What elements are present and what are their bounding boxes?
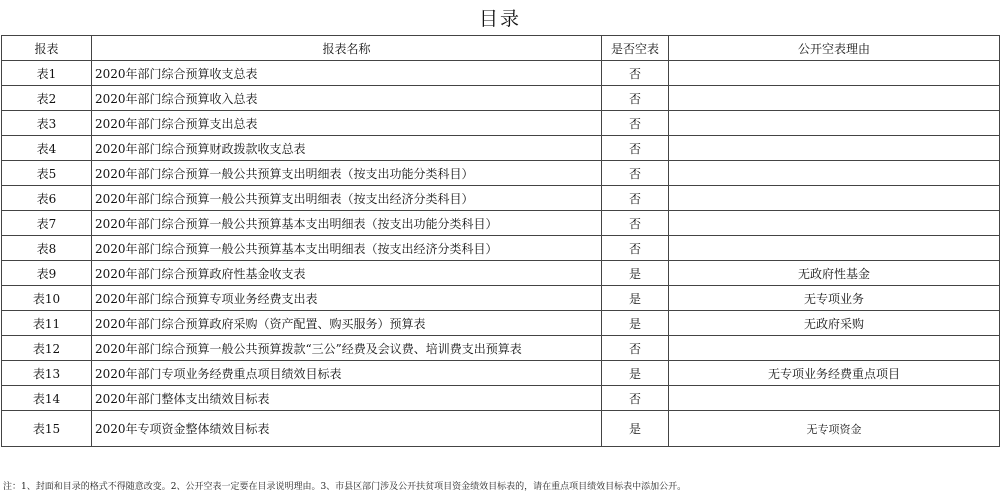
report-name: 2020年部门综合预算财政拨款收支总表 [92, 136, 602, 161]
empty-reason [669, 386, 1000, 411]
report-id: 表11 [2, 311, 92, 336]
empty-reason [669, 111, 1000, 136]
empty-reason [669, 336, 1000, 361]
empty-reason [669, 186, 1000, 211]
report-id: 表7 [2, 211, 92, 236]
is-empty: 否 [602, 111, 669, 136]
is-empty: 否 [602, 386, 669, 411]
is-empty: 否 [602, 236, 669, 261]
is-empty: 否 [602, 61, 669, 86]
table-row [2, 261, 1000, 286]
is-empty: 是 [602, 261, 669, 286]
report-id: 表8 [2, 236, 92, 261]
report-id: 表9 [2, 261, 92, 286]
table-row [2, 311, 1000, 336]
table-row [2, 136, 1000, 161]
report-id: 表3 [2, 111, 92, 136]
header-report-name: 报表名称 [92, 36, 602, 61]
report-name: 2020年部门综合预算收入总表 [92, 86, 602, 111]
report-id: 表2 [2, 86, 92, 111]
report-name: 2020年部门综合预算一般公共预算基本支出明细表（按支出经济分类科目） [92, 236, 602, 261]
header-report: 报表 [2, 36, 92, 61]
empty-reason: 无政府采购 [669, 311, 1000, 336]
toc-table [1, 35, 1000, 447]
report-name: 2020年部门综合预算一般公共预算支出明细表（按支出经济分类科目） [92, 186, 602, 211]
empty-reason [669, 236, 1000, 261]
is-empty: 否 [602, 86, 669, 111]
report-name: 2020年专项资金整体绩效目标表 [92, 411, 602, 447]
page-title: 目录 [478, 8, 521, 30]
is-empty: 否 [602, 336, 669, 361]
header-row [2, 36, 1000, 61]
report-name: 2020年部门综合预算政府采购（资产配置、购买服务）预算表 [92, 311, 602, 336]
report-id: 表4 [2, 136, 92, 161]
table-row [2, 86, 1000, 111]
is-empty: 否 [602, 136, 669, 161]
table-row [2, 61, 1000, 86]
report-name: 2020年部门综合预算政府性基金收支表 [92, 261, 602, 286]
header-is-empty: 是否空表 [602, 36, 669, 61]
is-empty: 否 [602, 186, 669, 211]
empty-reason [669, 61, 1000, 86]
empty-reason [669, 211, 1000, 236]
report-id: 表15 [2, 411, 92, 447]
table-row [2, 386, 1000, 411]
table-row [2, 161, 1000, 186]
report-id: 表12 [2, 336, 92, 361]
table-row [2, 186, 1000, 211]
is-empty: 否 [602, 161, 669, 186]
report-name: 2020年部门综合预算专项业务经费支出表 [92, 286, 602, 311]
empty-reason [669, 136, 1000, 161]
report-name: 2020年部门综合预算一般公共预算基本支出明细表（按支出功能分类科目） [92, 211, 602, 236]
table-row [2, 286, 1000, 311]
report-id: 表13 [2, 361, 92, 386]
is-empty: 是 [602, 311, 669, 336]
report-name: 2020年部门综合预算一般公共预算拨款“三公”经费及会议费、培训费支出预算表 [92, 336, 602, 361]
is-empty: 否 [602, 211, 669, 236]
report-id: 表6 [2, 186, 92, 211]
footnote: 注：1、封面和目录的格式不得随意改变。2、公开空表一定要在目录说明理由。3、市县区部门涉及公开扶贫项目资金绩效目标表的，请在重点项目绩效目标表中添加公开。 [3, 482, 687, 492]
empty-reason: 无专项业务 [669, 286, 1000, 311]
report-id: 表10 [2, 286, 92, 311]
header-empty-reason: 公开空表理由 [669, 36, 1000, 61]
is-empty: 是 [602, 286, 669, 311]
report-id: 表5 [2, 161, 92, 186]
table-row [2, 411, 1000, 447]
empty-reason: 无政府性基金 [669, 261, 1000, 286]
is-empty: 是 [602, 411, 669, 447]
report-name: 2020年部门整体支出绩效目标表 [92, 386, 602, 411]
report-name: 2020年部门综合预算一般公共预算支出明细表（按支出功能分类科目） [92, 161, 602, 186]
report-name: 2020年部门综合预算支出总表 [92, 111, 602, 136]
empty-reason: 无专项业务经费重点项目 [669, 361, 1000, 386]
table-row [2, 361, 1000, 386]
report-id: 表1 [2, 61, 92, 86]
report-name: 2020年部门专项业务经费重点项目绩效目标表 [92, 361, 602, 386]
is-empty: 是 [602, 361, 669, 386]
empty-reason: 无专项资金 [669, 411, 1000, 447]
table-row [2, 111, 1000, 136]
table-row [2, 236, 1000, 261]
empty-reason [669, 161, 1000, 186]
report-id: 表14 [2, 386, 92, 411]
table-row [2, 211, 1000, 236]
table-row [2, 336, 1000, 361]
empty-reason [669, 86, 1000, 111]
report-name: 2020年部门综合预算收支总表 [92, 61, 602, 86]
